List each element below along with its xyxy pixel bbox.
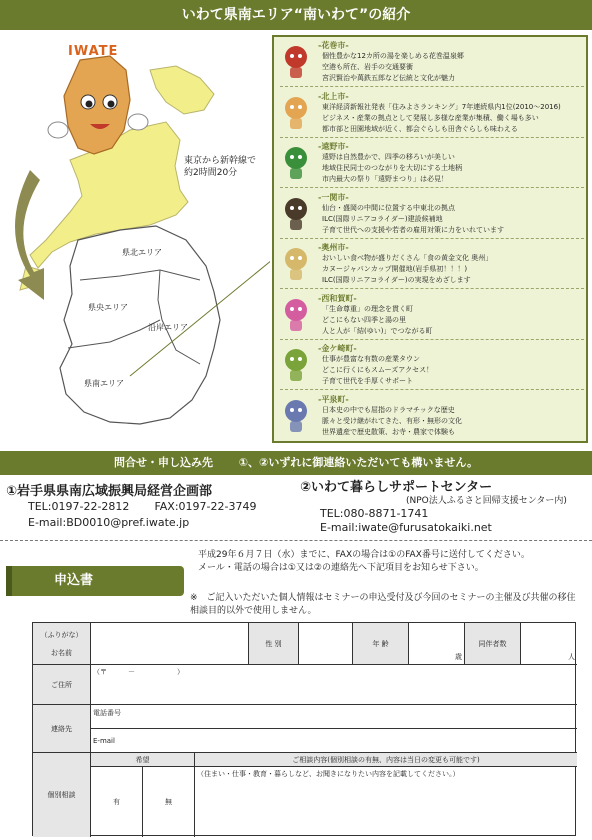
consult-content-label: ご相談内容(個別相談の有無、内容は当日の変更も可能です): [195, 753, 577, 767]
cut-line: [0, 540, 592, 541]
municipality-description: [322, 405, 462, 438]
curved-arrow: [15, 170, 44, 300]
application-form: [32, 622, 576, 836]
postal-code-hint: （〒 － ）: [93, 668, 184, 676]
application-deadline-note: 平成29年６月７日（水）までに、FAXの場合は①のFAX番号に送付してください。: [198, 550, 530, 560]
page-title: いわて県南エリア“南いわて”の紹介: [0, 0, 592, 30]
municipality-name: -遠野市-: [318, 142, 349, 151]
municipality-line: 世界遺産で歴史散策、お寺・農家で体験も: [322, 427, 455, 436]
consult-yes-option[interactable]: [91, 767, 143, 837]
municipality-description: [322, 102, 561, 135]
name-label: お名前: [51, 648, 72, 657]
mascot-icon: [280, 346, 312, 384]
region-central-label: 県央エリア: [88, 303, 128, 312]
mascot-icon: [280, 195, 312, 233]
contact-bar-note: ①、②いずれに御連絡いただいても構いません。: [238, 456, 478, 469]
mascot-icon: [280, 144, 312, 182]
municipality-item: [274, 189, 590, 239]
mascot-icon: [280, 397, 312, 435]
municipality-item: [274, 290, 590, 340]
shinkansen-line1: 東京から新幹線で: [184, 156, 257, 166]
contact-bar: [0, 451, 592, 475]
no-label: 無: [165, 798, 172, 806]
age-input[interactable]: [409, 623, 465, 665]
municipality-line: 子育て世代を手厚くサポート: [322, 377, 413, 385]
consult-content-input[interactable]: [195, 767, 577, 837]
municipality-line: 都市部と田園地域が近く、都会ぐらしも田舎ぐらしも味わえる: [322, 124, 518, 133]
consult-hint: （住まい・仕事・教育・暮らしなど、お聞きになりたい内容を記載してください。）: [197, 770, 460, 778]
municipality-name: -金ケ崎町-: [318, 344, 357, 353]
companions-input[interactable]: [521, 623, 577, 665]
municipality-line: おいしい食べ物が盛りだくさん「食の黄金文化 奥州」: [322, 254, 493, 262]
municipality-line: 東洋経済新報社発表「住みよさランキング」7年連続県内1位(2010～2016): [322, 102, 561, 111]
municipality-description: [322, 51, 464, 84]
org2-subtitle: (NPO法人ふるさと回帰支援センター内): [406, 496, 567, 506]
municipality-item: [274, 37, 590, 87]
contact-bar-title: 問合せ・申し込み先: [114, 456, 213, 469]
consult-no-option[interactable]: [143, 767, 195, 837]
mascot-icon: [280, 43, 312, 81]
municipality-panel: [272, 35, 588, 443]
mascot-icon: [280, 94, 312, 132]
municipality-description: [322, 253, 492, 286]
org1-email[interactable]: E-mail:BD0010@pref.iwate.jp: [28, 516, 190, 529]
name-input[interactable]: [91, 623, 249, 665]
municipality-name: -北上市-: [318, 91, 349, 101]
email-input[interactable]: [91, 729, 577, 753]
municipality-line: 遠野は自然豊かで、四季の移ろいが美しい: [322, 153, 455, 161]
municipality-line: どこに行くにもスムーズアクセス！: [322, 366, 434, 374]
municipality-item: [274, 239, 590, 289]
companions-unit: 人: [568, 653, 575, 661]
mascot-icon: [280, 245, 312, 283]
age-label: 年 齢: [353, 623, 409, 665]
municipality-line: どこにもない四季と湯の里: [322, 315, 406, 324]
municipality-line: ILC(国際リニアコライダー)の実現をめざします: [322, 276, 471, 284]
gender-input[interactable]: [299, 623, 353, 665]
municipality-line: 地域住民同士のつながりを大切にする土地柄: [322, 164, 462, 172]
privacy-note: ※ ご記入いただいた個人情報はセミナーの申込受付及び今回のセミナーの主催及び共催の移住相談目的以外で使用しません。: [190, 593, 576, 616]
municipality-line: 市内最大の祭り「遠野まつり」は必見！: [322, 175, 448, 183]
municipality-line: 宮沢賢治や萬鉄五郎など伝統と文化が魅力: [322, 74, 455, 82]
municipality-name: -西和賀町-: [318, 293, 357, 303]
email-label: E-mail: [93, 736, 115, 745]
age-unit: 歳: [455, 653, 462, 661]
org1-phone-fax: [28, 500, 256, 513]
org2-name: ②いわて暮らしサポートセンター: [300, 480, 493, 495]
municipality-line: 仕事が豊富な有数の産業タウン: [322, 355, 420, 363]
org1-name: ①岩手県県南広域振興局経営企画部: [6, 484, 213, 499]
municipality-line: 人と人が「結(ゆい)」でつながる町: [322, 326, 433, 335]
municipality-line: 脈々と受け継がれてきた、有形・無形の文化: [322, 416, 462, 425]
municipality-line: カヌージャパンカップ開催地(岩手県初！！！): [322, 265, 468, 273]
municipality-line: ビジネス・産業の拠点として発展し多様な産業が集積、働く場も多い: [322, 113, 539, 122]
municipality-line: ILC(国際リニアコライダー)建設候補地: [322, 214, 443, 223]
gender-label: 性 別: [249, 623, 299, 665]
phone-input[interactable]: [91, 705, 577, 729]
municipality-item: [274, 340, 590, 390]
municipality-description: [322, 203, 504, 236]
map-illustration: [0, 30, 270, 440]
shinkansen-line2: 約2時間20分: [184, 168, 238, 178]
municipality-line: 個性豊かな12カ所の湯を楽しめる花巻温泉郷: [322, 52, 464, 60]
municipality-item: [274, 88, 590, 138]
municipality-name: -一関市-: [318, 192, 349, 202]
org1-tel: TEL:0197-22-2812: [28, 500, 130, 513]
consult-label: 個別相談: [33, 753, 91, 837]
municipality-line: 子育て世代への支援や若者の雇用対策に力をいれています: [322, 225, 504, 234]
address-label: ご住所: [33, 665, 91, 705]
org2-tel: TEL:080-8871-1741: [320, 507, 429, 520]
name-label-cell: [33, 623, 91, 665]
municipality-name: -奥州市-: [318, 243, 349, 252]
municipality-description: [322, 152, 462, 185]
municipality-line: 空港も所在、岩手の交通要衝: [322, 63, 413, 71]
contact-label: 連絡先: [33, 705, 91, 753]
municipality-item: [274, 391, 590, 441]
municipality-item: [274, 138, 590, 188]
phone-label: 電話番号: [93, 709, 121, 717]
municipality-name: -花巻市-: [318, 41, 349, 50]
wish-label: 希望: [91, 753, 195, 767]
address-input[interactable]: [91, 665, 577, 705]
furigana-label: （ふりがな）: [40, 630, 83, 639]
application-tab-edge: [6, 566, 12, 596]
municipality-description: [322, 304, 432, 337]
companions-label: 同伴者数: [465, 623, 521, 665]
municipality-line: 「生命尊重」の理念を貫く町: [322, 304, 413, 313]
application-contact-note: メール・電話の場合は①又は②の連絡先へ下記項目をお知らせ下さい。: [198, 563, 484, 573]
org1-fax: FAX:0197-22-3749: [154, 500, 257, 513]
mascot-icon: [280, 296, 312, 334]
shinkansen-note: [184, 155, 256, 179]
org2-email[interactable]: E-mail:iwate@furusatokaiki.net: [320, 521, 492, 534]
municipality-name: -平泉町-: [318, 394, 349, 404]
municipality-line: 日本史の中でも屈指のドラマチックな歴史: [322, 405, 455, 414]
region-north-label: 県北エリア: [122, 248, 162, 257]
iwate-logo-text: IWATE: [68, 44, 119, 59]
yes-label: 有: [113, 798, 120, 806]
region-coastal-label: 沿岸エリア: [148, 323, 188, 332]
municipality-description: [322, 354, 433, 387]
region-south-label: 県南エリア: [84, 379, 124, 388]
application-title: 申込書: [6, 566, 184, 596]
municipality-line: 仙台・盛岡の中間に位置する中東北の拠点: [322, 203, 455, 212]
